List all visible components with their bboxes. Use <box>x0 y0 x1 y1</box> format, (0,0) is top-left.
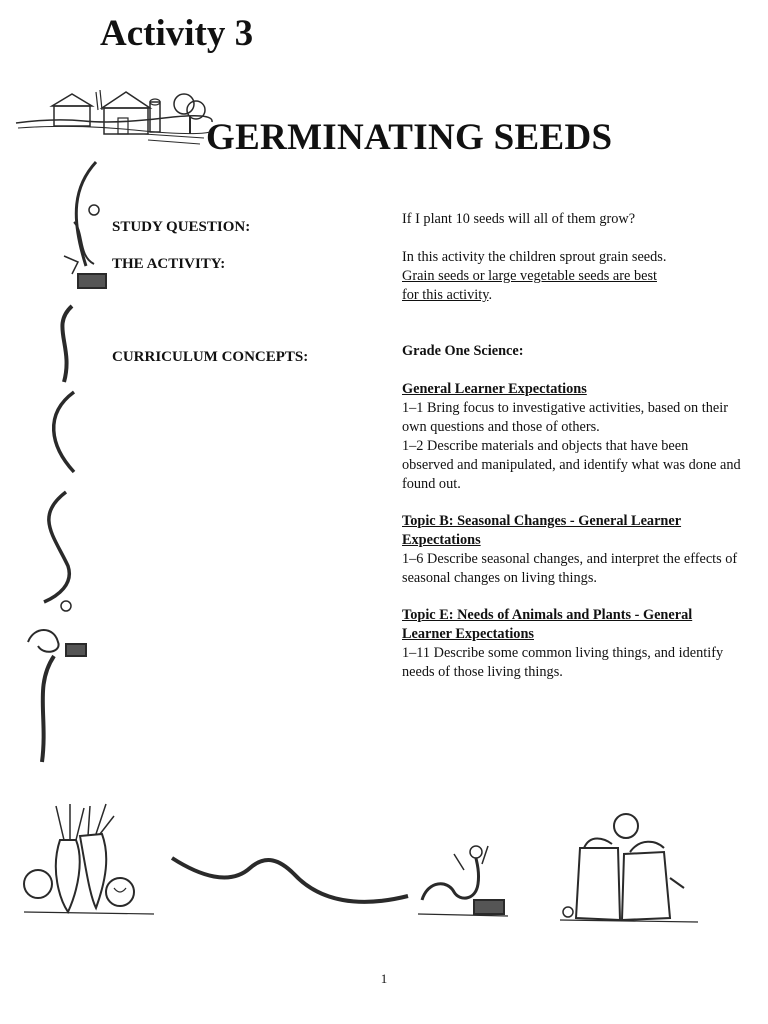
worm-character-illustration <box>418 840 518 920</box>
page-title: GERMINATING SEEDS <box>206 117 613 158</box>
study-question-label: STUDY QUESTION: <box>112 219 251 235</box>
study-question-value: If I plant 10 seeds will all of them grow? <box>402 211 636 227</box>
vegetables-illustration <box>20 800 160 920</box>
activity-line-2: Grain seeds or large vegetable seeds are best <box>402 268 657 284</box>
grocery-bags-illustration <box>560 808 700 928</box>
section-heading-topic-b: Topic B: Seasonal Changes - General Learner Expectations <box>402 513 682 548</box>
activity-description <box>402 248 742 305</box>
expectation-1-1: 1–1 Bring focus to investigative activities, based on their own questions and those of others. <box>402 400 728 435</box>
activity-number-title: Activity 3 <box>100 13 254 54</box>
section-heading-topic-e: Topic E: Needs of Animals and Plants - General Learner Expectations <box>402 607 693 642</box>
activity-line-3: for this activity <box>402 287 489 303</box>
the-activity-label: THE ACTIVITY: <box>112 256 226 272</box>
expectation-1-11: 1–11 Describe some common living things, and identify needs of those living things. <box>402 645 724 680</box>
expectation-1-2: 1–2 Describe materials and objects that have been observed and manipulated, and identify what was done and found out. <box>402 438 741 492</box>
left-vine-decoration <box>14 156 114 776</box>
curriculum-concepts-label: CURRICULUM CONCEPTS: <box>112 349 309 365</box>
section-heading-general: General Learner Expectations <box>402 381 587 397</box>
expectation-1-6: 1–6 Describe seasonal changes, and interpret the effects of seasonal changes on living things. <box>402 551 738 586</box>
activity-line-1: In this activity the children sprout grain seeds. <box>402 249 667 265</box>
farm-illustration <box>14 88 214 158</box>
bottom-vine-decoration <box>170 846 410 906</box>
activity-line-3-period: . <box>488 287 493 303</box>
grade-heading: Grade One Science: <box>402 343 524 359</box>
page-number: 1 <box>380 971 388 986</box>
study-question-text <box>402 210 742 229</box>
curriculum-concepts-content <box>402 342 742 682</box>
